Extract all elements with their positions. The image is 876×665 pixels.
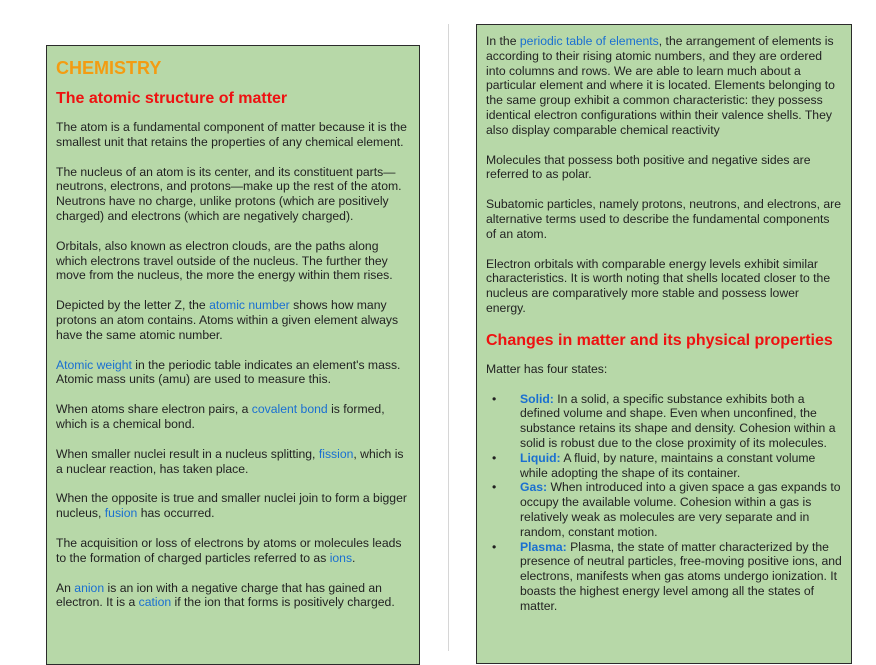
list-item-gas bbox=[490, 480, 842, 539]
term-liquid: Liquid: bbox=[520, 450, 561, 465]
text-span: , the arrangement of elements is according to their rising atomic numbers, and they are ordered into columns and rows. We are able to learn much about a particular element and where it is located. Elements belonging to the same group exhibit a common characteristic: they possess identical electron configurations within their valence shells. They also display comparable chemical reactivity bbox=[486, 34, 835, 137]
term-gas: Gas: bbox=[520, 480, 548, 495]
paragraph-orbitals: Orbitals, also known as electron clouds, are the paths along which electrons travel outside of the nucleus. The further they move from the nucleus, the more the energy within them rises. bbox=[56, 238, 393, 283]
paragraph-atomic-weight bbox=[56, 358, 410, 388]
link-periodic-table[interactable]: periodic table of elements bbox=[519, 34, 659, 48]
text-span: shows how many protons an atom contains. Atoms within a given element always have the same atomic number. bbox=[56, 298, 399, 342]
text-span: is formed, which is a chemical bond. bbox=[56, 402, 385, 431]
paragraph-subatomic: Subatomic particles, namely protons, neutrons, and electrons, are alternative terms used to describe the fundamental components of an atom. bbox=[486, 197, 841, 241]
text-span: When introduced into a given space a gas expands to occupy the available volume. Cohesion within a gas is relatively weak as molecules are very separate and in random, constant motion. bbox=[520, 480, 841, 539]
text-span: When atoms share electron pairs, a bbox=[56, 402, 252, 417]
term-solid: Solid: bbox=[520, 391, 554, 406]
document-title: CHEMISTRY bbox=[56, 58, 162, 78]
text-span: , which is a nuclear reaction, has taken place. bbox=[56, 446, 404, 476]
text-span: Plasma, the state of matter characterized by the presence of neutral particles, free-moving positive ions, and electrons, manifests when gas atoms undergo ionization. It boasts the highest energy level among all the states of matter. bbox=[520, 539, 842, 613]
paragraph-atomic-number bbox=[56, 298, 410, 342]
text-span: Depicted by the letter Z, the bbox=[56, 298, 210, 313]
text-span: In the bbox=[486, 34, 520, 48]
list-item-liquid bbox=[490, 451, 842, 481]
paragraph-atom: The atom is a fundamental component of matter because it is the smallest unit that retains the properties of any chemical element. bbox=[56, 120, 407, 149]
paragraph-anion-cation bbox=[56, 581, 410, 611]
paragraph-states-intro: Matter has four states: bbox=[486, 361, 608, 376]
link-fusion[interactable]: fusion bbox=[104, 506, 138, 521]
section-title-changes-in-matter: Changes in matter and its physical properties bbox=[486, 331, 833, 349]
link-anion[interactable]: anion bbox=[74, 580, 105, 595]
text-span: is an ion with a negative charge that has gained an electron. It is a bbox=[56, 580, 382, 610]
paragraph-ions bbox=[56, 536, 410, 566]
text-span: When smaller nuclei result in a nucleus splitting, bbox=[56, 446, 319, 461]
text-span: if the ion that forms is positively charged. bbox=[171, 595, 395, 610]
list-item-plasma bbox=[490, 540, 842, 614]
text-span: When the opposite is true and smaller nuclei join to form a bigger nucleus, bbox=[56, 491, 407, 521]
paragraph-nucleus: The nucleus of an atom is its center, and its constituent parts—neutrons, electrons, and protons—make up the rest of the atom. Neutrons have no charge, unlike protons (which are positively charged) and electrons (which are negatively charged). bbox=[56, 164, 402, 223]
states-list bbox=[486, 392, 842, 614]
link-cation[interactable]: cation bbox=[138, 595, 172, 610]
text-span: has occurred. bbox=[137, 506, 215, 521]
link-fission[interactable]: fission bbox=[318, 446, 354, 461]
right-column bbox=[476, 24, 852, 664]
paragraph-periodic-table bbox=[486, 34, 842, 138]
text-span: in the periodic table indicates an element's mass. Atomic mass units (amu) are used to measure this. bbox=[56, 357, 401, 387]
text-span: The acquisition or loss of electrons by atoms or molecules leads to the formation of charged particles referred to as bbox=[56, 535, 402, 565]
section-title-atomic-structure: The atomic structure of matter bbox=[56, 90, 288, 107]
left-column bbox=[46, 45, 420, 665]
link-covalent-bond[interactable]: covalent bond bbox=[251, 402, 328, 417]
term-plasma: Plasma: bbox=[520, 539, 567, 554]
link-atomic-weight[interactable]: Atomic weight bbox=[56, 357, 132, 372]
text-span: A fluid, by nature, maintains a constant volume while adopting the shape of its container. bbox=[520, 450, 816, 480]
link-atomic-number[interactable]: atomic number bbox=[209, 298, 290, 313]
text-span: An bbox=[56, 580, 75, 595]
paragraph-fission bbox=[56, 447, 410, 477]
list-item-solid bbox=[490, 392, 842, 451]
page-divider bbox=[448, 24, 449, 651]
paragraph-electron-orbitals: Electron orbitals with comparable energy levels exhibit similar characteristics. It is worth noting that shells located closer to the nucleus are comparatively more stable and possess lower energy. bbox=[486, 256, 831, 315]
text-span: . bbox=[352, 550, 356, 565]
paragraph-polar: Molecules that possess both positive and negative sides are referred to as polar. bbox=[486, 152, 811, 182]
link-ions[interactable]: ions bbox=[329, 550, 353, 565]
text-span: In a solid, a specific substance exhibits both a defined volume and shape. Even when unconfined, the substance retains its shape and density. Cohesion within a solid is robust due to the close proximity of its molecules. bbox=[520, 391, 836, 450]
paragraph-fusion bbox=[56, 491, 410, 521]
paragraph-covalent-bond bbox=[56, 402, 410, 432]
